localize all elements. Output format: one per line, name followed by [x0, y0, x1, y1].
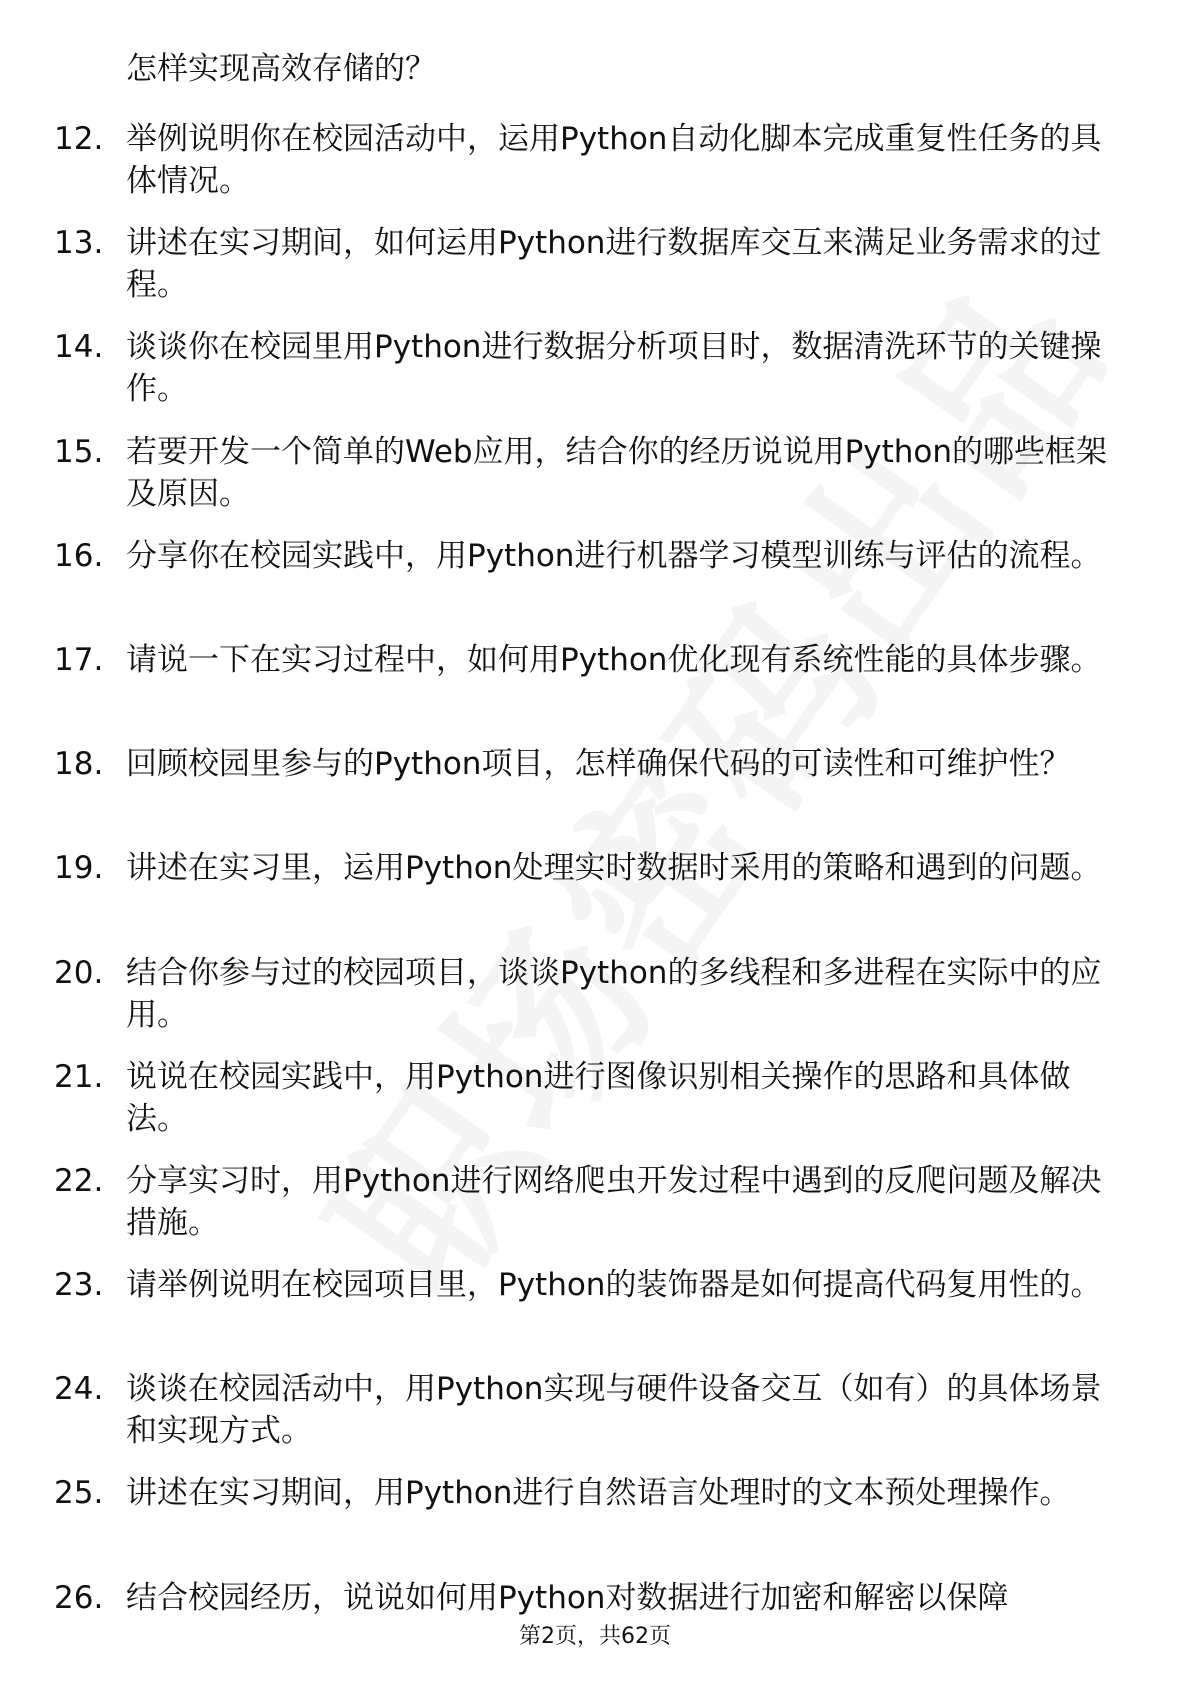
- question-item: [0, 535, 1190, 639]
- question-list: [0, 118, 1190, 1681]
- question-text: 谈谈在校园活动中，用Python实现与硬件设备交互（如有）的具体场景和实现方式。: [126, 1371, 1102, 1450]
- question-item: [0, 1264, 1190, 1368]
- question-text: 结合校园经历，说说如何用Python对数据进行加密和解密以保障: [126, 1579, 1009, 1616]
- question-item: [0, 1160, 1190, 1264]
- question-text: 若要开发一个简单的Web应用，结合你的经历说说用Python的哪些框架及原因。: [126, 433, 1108, 512]
- question-item: [0, 743, 1190, 847]
- question-number: 26.: [54, 1579, 104, 1616]
- question-item: [0, 952, 1190, 1056]
- question-text: 请举例说明在校园项目里，Python的装饰器是如何提高代码复用性的。: [126, 1267, 1102, 1304]
- question-item: [0, 847, 1190, 951]
- question-number: 23.: [54, 1267, 104, 1304]
- question-text: 举例说明你在校园活动中，运用Python自动化脚本完成重复性任务的具体情况。: [126, 121, 1102, 199]
- question-item: [0, 431, 1190, 535]
- question-number: 17.: [54, 641, 104, 678]
- question-text: 请说一下在实习过程中，如何用Python优化现有系统性能的具体步骤。: [126, 641, 1102, 678]
- question-text: 说说在校园实践中，用Python进行图像识别相关操作的思路和具体做法。: [126, 1058, 1071, 1137]
- question-number: 25.: [54, 1475, 104, 1512]
- question-number: 19.: [54, 850, 104, 887]
- question-item: [0, 639, 1190, 743]
- question-number: 16.: [54, 537, 104, 574]
- question-number: 12.: [54, 121, 104, 157]
- question-text: 回顾校园里参与的Python项目，怎样确保代码的可读性和可维护性？: [126, 746, 1071, 783]
- question-item: [0, 1056, 1190, 1160]
- question-text: 分享实习时，用Python进行网络爬虫开发过程中遇到的反爬问题及解决措施。: [126, 1162, 1102, 1241]
- question-item: [0, 222, 1190, 326]
- question-text: 讲述在实习里，运用Python处理实时数据时采用的策略和遇到的问题。: [126, 850, 1102, 887]
- question-item: [0, 118, 1190, 222]
- question-number: 21.: [54, 1058, 104, 1095]
- question-text: 分享你在校园实践中，用Python进行机器学习模型训练与评估的流程。: [126, 537, 1102, 574]
- question-number: 14.: [54, 329, 104, 366]
- question-number: 22.: [54, 1162, 104, 1199]
- question-item: [0, 1368, 1190, 1472]
- question-number: 13.: [54, 225, 104, 262]
- continuation-text: 怎样实现高效存储的？: [126, 51, 436, 87]
- question-number: 20.: [54, 954, 104, 991]
- question-number: 15.: [54, 433, 104, 470]
- question-text: 讲述在实习期间，如何运用Python进行数据库交互来满足业务需求的过程。: [126, 225, 1102, 304]
- question-number: 24.: [54, 1371, 104, 1408]
- question-text: 讲述在实习期间，用Python进行自然语言处理时的文本预处理操作。: [126, 1475, 1071, 1512]
- page-footer: 第2页，共62页: [519, 1624, 671, 1649]
- question-item: [0, 1472, 1190, 1576]
- question-text: 谈谈你在校园里用Python进行数据分析项目时，数据清洗环节的关键操作。: [126, 329, 1102, 408]
- question-text: 结合你参与过的校园项目，谈谈Python的多线程和多进程在实际中的应用。: [126, 954, 1102, 1033]
- question-number: 18.: [54, 746, 104, 783]
- question-item: [0, 326, 1190, 430]
